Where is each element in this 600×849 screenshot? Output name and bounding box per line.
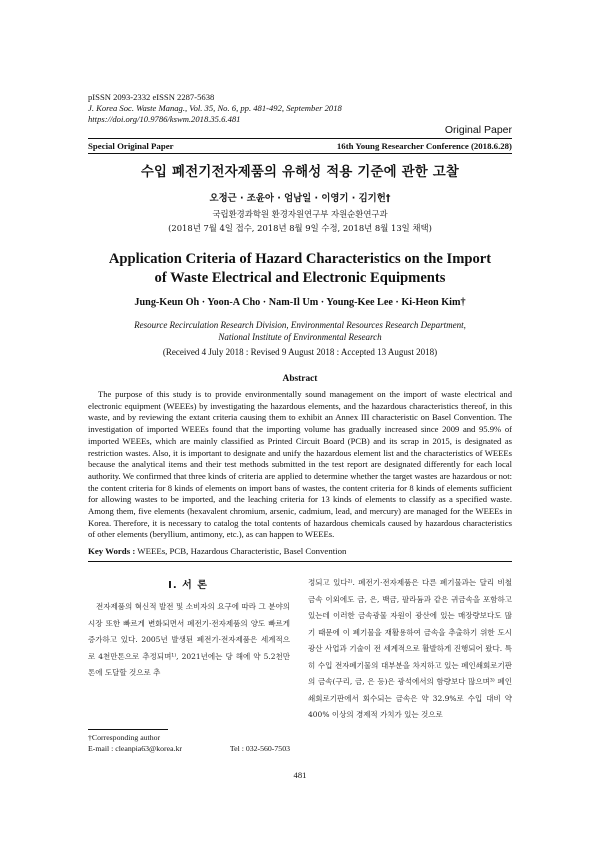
keywords xyxy=(88,546,512,556)
paper-type-label: Original Paper xyxy=(444,124,512,136)
series-bar xyxy=(88,141,512,151)
footnote-rule xyxy=(88,729,168,730)
korean-title: 수입 폐전기전자제품의 유해성 적용 기준에 관한 고찰 xyxy=(140,165,460,180)
journal-meta xyxy=(88,92,342,126)
english-affiliation-line2: National Institute of Environmental Research xyxy=(218,332,382,342)
keywords-text: WEEEs, PCB, Hazardous Characteristic, Basel Convention xyxy=(137,546,347,556)
english-title xyxy=(0,250,600,288)
korean-affiliation: 국립환경과학원 환경자원연구부 자원순환연구과 xyxy=(212,209,388,219)
footnote-tel: Tel : 032-560-7503 xyxy=(229,743,290,753)
abstract-heading: Abstract xyxy=(282,374,318,384)
footnote xyxy=(88,733,290,754)
top-rule xyxy=(88,138,512,139)
journal-citation: J. Korea Soc. Waste Manag., Vol. 35, No. 6, pp. 481-492, September 2018 xyxy=(88,103,342,114)
english-title-line2: of Waste Electrical and Electronic Equipments xyxy=(154,270,446,286)
english-authors: Jung-Keun Oh · Yoon-A Cho · Nam-Il Um · Young-Kee Lee · Ki-Heon Kim† xyxy=(134,297,466,308)
page-number: 481 xyxy=(293,770,307,780)
english-affiliation xyxy=(0,319,600,343)
series-left: Special Original Paper xyxy=(88,141,174,151)
korean-authors: 오정근 · 조윤아 · 엄남일 · 이영기 · 김기헌† xyxy=(209,193,391,204)
doi-line[interactable]: https://doi.org/10.9786/kswm.2018.35.6.481 xyxy=(88,114,241,125)
english-dates: (Received 4 July 2018 : Revised 9 August 2018 : Accepted 13 August 2018) xyxy=(162,347,438,357)
keywords-label: Key Words : xyxy=(88,546,136,556)
issn-line: pISSN 2093-2332 eISSN 2287-5638 xyxy=(88,92,215,102)
footnote-corresponding: †Corresponding author xyxy=(88,733,161,742)
series-rule xyxy=(88,153,512,154)
abstract-body: The purpose of this study is to provide environmentally sound management on the import of waste electrical and electronic equipment (WEEEs) by investigating the hazardous elements, and the hazardous characteristics thereof, in this waste, and by reviewing the extant criteria causing them to exhibit an Annex III characteristic on Basel Convention. The investigation of imported WEEEs found that the importing volume has gradually increased since 2009 and 95.9% of imported WEEEs, which are mainly classified as Printed Circuit Board (PCB) and its scrap in 2015, is designated as restriction wastes. Also, it is important to designate and unify the hazardous element list and the characteristics of WEEEs because the analytical items and their test methods submitted in the test report are designated differently for each local authority. We confirmed that three kinds of criteria are applied to determine whether the target wastes are hazardous or not: the content criteria for 8 kinds of elements on import bans of wastes, the content criteria for 8 kinds of elements sufficient for allowing wastes to be imported, and the leaching criteria for 13 kinds of elements to classify as a specified waste. Among them, five elements (hexavalent chromium, arsenic, cadmium, lead, and mercury) are managed for the WEEEs in Korea. Therefore, it is necessary to catalog the total contents of hazardous chemicals caused by hazardous characteristics of other elements (beryllium, antimony, etc.), as can happen to WEEEs. xyxy=(88,389,512,540)
series-right: 16th Young Researcher Conference (2018.6.28) xyxy=(336,141,512,151)
keywords-rule xyxy=(88,561,512,562)
footnote-email: E-mail : cleanpia63@korea.kr xyxy=(88,743,182,753)
english-title-line1: Application Criteria of Hazard Characteristics on the Import xyxy=(108,251,492,267)
korean-dates: (2018년 7월 4일 접수, 2018년 8월 9일 수정, 2018년 8월 13일 채택) xyxy=(168,223,432,233)
english-affiliation-line1: Resource Recirculation Research Division, Environmental Resources Research Department, xyxy=(134,320,466,330)
section-heading: I. 서 론 xyxy=(168,580,208,591)
body-column-right: 정되고 있다²⁾. 폐전기·전자제품은 다른 폐기물과는 달리 비철금속 이외에도 금, 은, 백금, 팔라듐과 같은 귀금속을 포함하고 있는데 이러한 금속광물 자원이 광산에 있는 매장량보다도 많기 때문에 이 폐기물을 재활용하여 금속을 추출하기 위한 도시광산 사업과 기술이 전 세계적으로 활발하게 진행되어 왔다. 특히 수입 전자폐기물의 대부분을 차지하고 있는 폐인쇄회로기판의 금속(구리, 금, 은 등)은 광석에서의 함량보다 많으며³⁾ 폐인쇄회로기판에서 회수되는 금속은 약 32.9%로 수입 대비 약 400% 이상의 경제적 가치가 있는 것으로 xyxy=(308,578,512,719)
body-column-left: 전자제품의 혁신적 발전 및 소비자의 요구에 따라 그 분야의 시장 또한 빠르게 변화되면서 폐전기·전자제품의 양도 빠르게 증가하고 있다. 2005년 발생된 폐전기·전자제품은 세계적으로 4천만톤으로 추정되며¹⁾, 2021년에는 당 해에 약 5.2천만톤에 도달할 것으로 추 xyxy=(88,602,290,677)
